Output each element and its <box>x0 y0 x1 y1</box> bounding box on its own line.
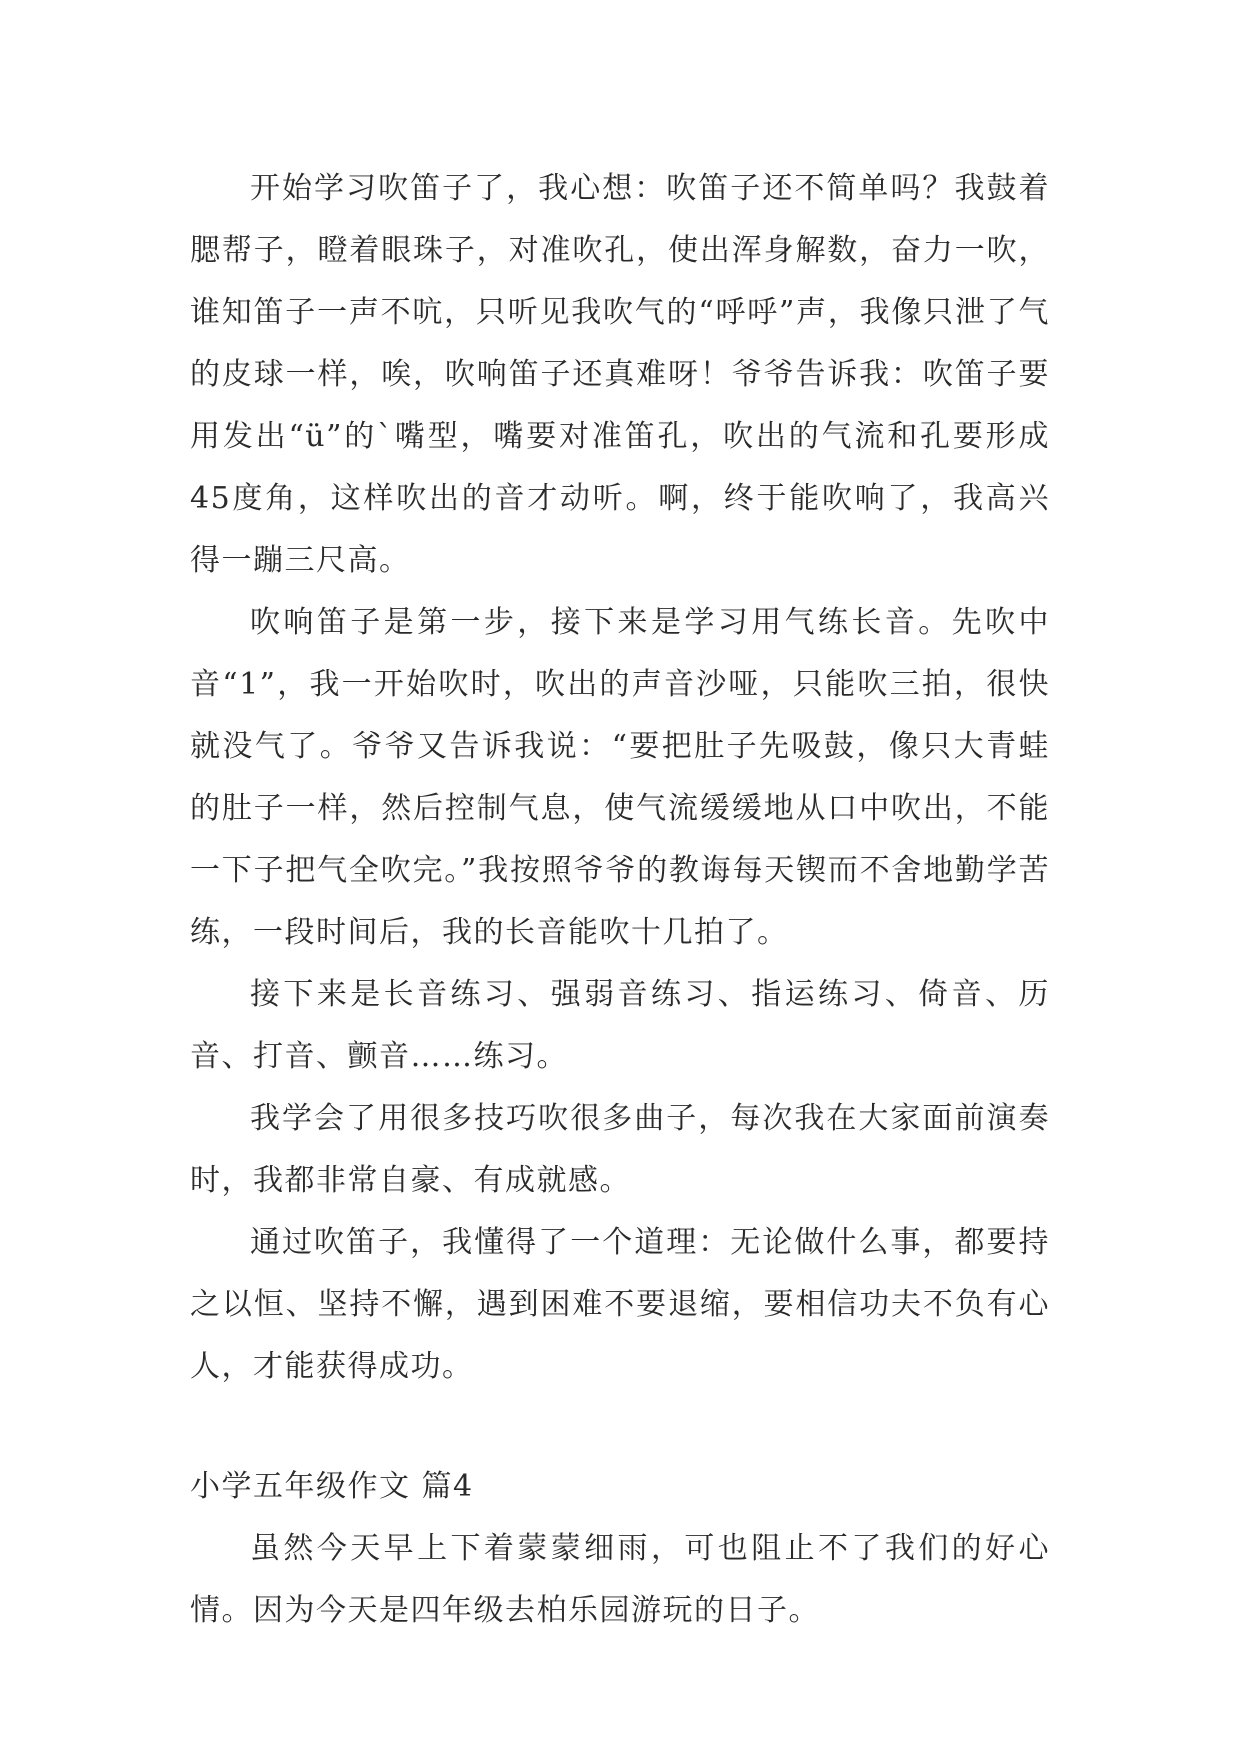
paragraph-performance: 我学会了用很多技巧吹很多曲子，每次我在大家面前演奏时，我都非常自豪、有成就感。 <box>190 1101 1050 1198</box>
paragraph-long-tone-practice: 吹响笛子是第一步，接下来是学习用气练长音。先吹中音“1”，我一开始吹时，吹出的声音沙哑，只能吹三拍，很快就没气了。爷爷又告诉我说：“要把肚子先吸鼓，像只大青蛙的肚子一样，然后控制气息，使气流缓缓地从口中吹出，不能一下子把气全吹完。”我按照爷爷的教诲每天锲而不舍地勤学苦练，一段时间后，我的长音能吹十几拍了。 <box>190 605 1050 950</box>
paragraph-technique-practice: 接下来是长音练习、强弱音练习、指运练习、倚音、历音、打音、颤音……练习。 <box>190 977 1050 1074</box>
paragraph-learning-to-blow: 开始学习吹笛子了，我心想：吹笛子还不简单吗？我鼓着腮帮子，瞪着眼珠子，对准吹孔，使出浑身解数，奋力一吹，谁知笛子一声不吭，只听见我吹气的“呼呼”声，我像只泄了气的皮球一样，唉，吹响笛子还真难呀！爷爷告诉我：吹笛子要用发出“ü”的`嘴型，嘴要对准笛孔，吹出的气流和孔要形成45度角，这样吹出的音才动听。啊，终于能吹响了，我高兴得一蹦三尺高。 <box>190 171 1050 578</box>
paragraph-park-trip: 虽然今天早上下着蒙蒙细雨，可也阻止不了我们的好心情。因为今天是四年级去柏乐园游玩的日子。 <box>190 1531 1050 1628</box>
section-heading: 小学五年级作文 篇4 <box>190 1469 474 1504</box>
paragraph-lesson-learned: 通过吹笛子，我懂得了一个道理：无论做什么事，都要持之以恒、坚持不懈，遇到困难不要退缩，要相信功夫不负有心人，才能获得成功。 <box>190 1225 1050 1384</box>
document-body <box>190 158 1050 1642</box>
